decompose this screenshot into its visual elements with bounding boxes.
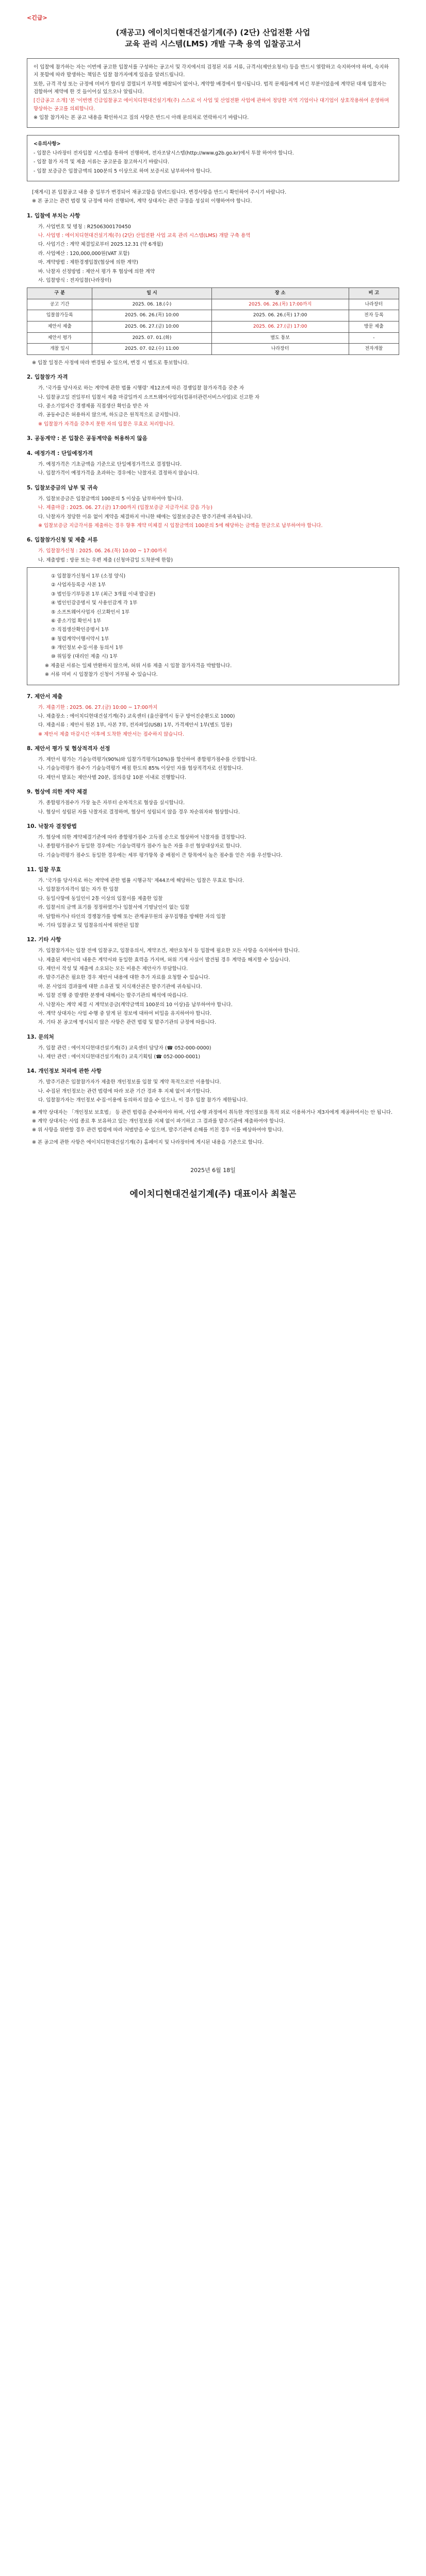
table-cell: 제안서 평가 [27,332,92,344]
s11-item: 마. 담합하거나 타인의 경쟁참가를 방해 또는 관계공무원의 공무집행을 방해한 자의 입찰 [38,913,226,920]
s14-item: 가. 발주기관은 입찰참가자가 제출한 개인정보를 입찰 및 계약 목적으로만 이용합니다. [38,1079,221,1086]
s11-item: 바. 기타 입찰공고 및 입찰유의서에 위반된 입찰 [38,922,139,928]
s5-item: 가. 입찰보증금은 입찰금액의 100분의 5 이상을 납부하여야 합니다. [38,496,183,502]
table-cell: 입찰참가등록 [27,310,92,321]
s1-item: 사. 입찰방식 : 전자입찰(나라장터) [38,277,111,283]
s7-item: 다. 제출서류 : 제안서 원본 1부, 사본 7부, 전자파일(USB) 1부, 가격제안서 1부(별도 밀봉) [38,722,233,728]
intro-red-note: [긴급공고 소개] '본 '이번엔 긴급입찰공고 에이치디현대건설기계(주) 스스로 이 사업 및 산업전환 사업에 관하여 정당한 지역 기업이나 대기업이 상호작용하여 운영하며 향상하는 공고를 의뢰합니다. [34,98,389,112]
table-cell: 방문 제출 [349,321,399,333]
document-page [0,0,426,1232]
s1-item: 가. 사업번호 및 명칭 : R2506300170450 [38,224,131,230]
announcement-date: 2025년 6월 18일 [190,1167,236,1174]
s8-item: 가. 제안서 평가는 기술능력평가(90%)와 입찰가격평가(10%)를 합산하여 종합평가점수를 산정합니다. [38,757,257,763]
s2-item: 라. 공동수급은 허용하지 않으며, 하도급은 원칙적으로 금지합니다. [38,412,180,418]
intro-box [27,58,399,128]
table-cell: 나라장터 [211,344,349,355]
section-13-title: 13. 문의처 [27,1033,54,1040]
table-row [27,332,399,344]
s5-item: 다. 낙찰자가 정당한 이유 없이 계약을 체결하지 아니한 때에는 입찰보증금은 발주기관에 귀속됩니다. [38,514,253,520]
section-1-title: 1. 입찰에 부치는 사항 [27,212,80,219]
table-row [27,310,399,321]
s8-item: 나. 기술능력평가 점수가 기술능력평가 배점 한도의 85% 이상인 자를 협상적격자로 선정합니다. [38,766,243,772]
s1-item: 라. 사업예산 : 120,000,000원(VAT 포함) [38,250,130,257]
table-row [27,344,399,355]
s6-box-note: ※ 서류 미비 시 입찰참가 신청이 거부될 수 있습니다. [45,672,158,678]
s6-doc: ⑨ 개인정보 수집·이용 동의서 1부 [51,645,123,651]
intro-line: 이 입찰에 참가하는 자는 이번에 공고한 입찰서를 구성하는 공고서 및 각지에서의 검정된 지류 서류, 규격서(제안요청서) 등을 반드시 열람하고 숙지하여야 하며, 숙지하지 못함에 따라 발생하는 책임은 입찰 참가자에게 있음을 알려드립니다. [34,64,389,78]
s6-doc: ⑧ 청렴계약이행서약서 1부 [51,636,109,642]
table-cell: 전자개찰 [349,344,399,355]
notice-line: - 입찰 참가 자격 및 제출 서류는 공고문을 참고하시기 바랍니다. [34,159,170,165]
s6-box-note: ※ 제출된 서류는 일체 반환하지 않으며, 허위 서류 제출 시 입찰 참가자격을 박탈합니다. [45,663,232,669]
s7-item: 나. 제출장소 : 에이치디현대건설기계(주) 교육센터 (울산광역시 동구 방어진순환도로 1000) [38,713,235,719]
notice-extra: ※ 본 공고는 관련 법령 및 규정에 따라 진행되며, 계약 상대자는 관련 규정을 성실히 이행하여야 합니다. [32,198,252,205]
s10-item: 다. 기술능력평가 점수도 동일한 경우에는 세부 평가항목 중 배점이 큰 항목에서 높은 점수를 얻은 자를 우선합니다. [38,852,283,858]
table-row [27,321,399,333]
notice-line: - 입찰은 나라장터 전자입찰 시스템을 통하여 진행하며, 전자조달시스템(http://www.g2b.go.kr)에서 투찰 하여야 합니다. [34,150,294,156]
s10-item: 가. 협상에 의한 계약체결기준에 따라 종합평가점수 고득점 순으로 협상하여 낙찰자를 결정합니다. [38,834,247,840]
section-6-title: 6. 입찰참가신청 및 제출 서류 [27,537,98,544]
urgent-label: <긴급> [27,14,47,21]
s6-doc: ③ 법인등기부등본 1부 (최근 3개월 이내 발급분) [51,591,156,597]
document-title [27,27,399,50]
s2-red-note: ※ 입찰참가 자격을 갖추지 못한 자의 입찰은 무효로 처리합니다. [38,421,175,427]
s14-para: ※ 계약 상대자는 사업 종료 후 보유하고 있는 개인정보를 지체 없이 파기하고 그 결과를 발주기관에 제출하여야 합니다. [32,1118,285,1124]
s11-item: 다. 동일사항에 동일인이 2통 이상의 입찰서를 제출한 입찰 [38,895,163,902]
table-cell: 별도 통보 [211,332,349,344]
s5-red-note: ※ 입찰보증금 지급각서를 제출하는 경우 향후 계약 미체결 시 입찰금액의 100분의 5에 해당하는 금액을 현금으로 납부하여야 합니다. [38,522,323,529]
s10-item: 나. 종합평가점수가 동일한 경우에는 기술능력평가 점수가 높은 자를 우선 협상대상자로 합니다. [38,843,242,850]
s11-item: 라. 입찰서의 금액 표기를 정정하였거나 입찰서에 기명날인이 없는 입찰 [38,905,190,911]
table-cell: 제안서 제출 [27,321,92,333]
table-cell: 2025. 06. 26.(목) 17:00 [211,310,349,321]
issuer-signature: 에이치디현대건설기계(주) 대표이사 최철곤 [129,1189,297,1199]
title-line-1: (재공고) 에이치디현대건설기계(주) (2단) 산업전환 사업 [116,27,310,37]
s6-doc: ⑩ 위임장 (대리인 제출 시) 1부 [51,654,118,660]
table-cell: 공고 기간 [27,299,92,310]
table-header-cell: 일 시 [92,288,211,299]
s7-red-note: ※ 제안서 제출 마감시간 이후에 도착한 제안서는 접수하지 않습니다. [38,731,184,737]
s2-item: 가. '국가를 당사자로 하는 계약에 관한 법률 시행령' 제12조에 따른 경쟁입찰 참가자격을 갖춘 자 [38,385,244,392]
s9-item: 나. 협상이 성립된 자를 낙찰자로 결정하며, 협상이 성립되지 않을 경우 차순위자와 협상합니다. [38,809,240,815]
s13-item: 가. 입찰 관련 : 에이치디현대건설기계(주) 교육센터 담당자 (☎ 052-000-0000) [38,1045,211,1051]
s11-item: 가. '국가를 당사자로 하는 계약에 관한 법률 시행규칙' 제44조에 해당하는 입찰은 무효로 합니다. [38,878,244,884]
table-cell: 2025. 06. 18.(수) [92,299,211,310]
s12-item: 아. 계약 상대자는 사업 수행 중 알게 된 정보에 대하여 비밀을 유지하여야 합니다. [38,1010,211,1016]
s1-item: 바. 낙찰자 선정방법 : 제안서 평가 후 협상에 의한 계약 [38,268,155,275]
s12-item: 사. 낙찰자는 계약 체결 시 계약보증금(계약금액의 100분의 10 이상)을 납부하여야 합니다. [38,1002,233,1008]
notice-line: - 입찰 보증금은 입찰금액의 100분의 5 이상으로 하며 보증서로 납부하여야 합니다. [34,168,212,174]
table-cell: 나라장터 [349,299,399,310]
notice-extra: [재게시] 본 입찰공고 내용 중 일부가 변경되어 재공고함을 알려드립니다. 변경사항을 반드시 확인하여 주시기 바랍니다. [32,189,287,195]
s12-item: 바. 입찰 진행 중 발생한 분쟁에 대해서는 발주기관의 해석에 따릅니다. [38,993,188,999]
table-row [27,299,399,310]
s12-item: 마. 본 사업의 결과물에 대한 소유권 및 지식재산권은 발주기관에 귀속됩니다. [38,984,202,990]
s5-item: 나. 제출마감 : 2025. 06. 27.(금) 17:00까지 (입찰보증금 지급각서로 갈음 가능) [38,505,212,511]
section-9-title: 9. 협상에 의한 계약 체결 [27,789,88,795]
s1-item: 마. 계약방법 : 제한경쟁입찰(협상에 의한 계약) [38,260,138,266]
intro-tail: ※ 입찰 참가자는 본 공고 내용을 확인하시고 질의 사항은 반드시 아래 문의처로 연락하시기 바랍니다. [34,115,249,121]
s2-item: 다. 중소기업자간 경쟁제품 직접생산 확인을 받은 자 [38,403,149,409]
table-header-row [27,288,399,299]
table-cell: 2025. 07. 02.(수) 11:00 [92,344,211,355]
section-5-title: 5. 입찰보증금의 납부 및 귀속 [27,484,98,491]
section-3-title: 3. 공동계약 : 본 입찰은 공동계약을 허용하지 않음 [27,435,148,442]
s6-docs-box [27,567,399,685]
s12-item: 다. 제안서 작성 및 제출에 소요되는 모든 비용은 제안사가 부담합니다. [38,966,188,972]
table-header-cell: 장 소 [211,288,349,299]
s7-item: 가. 제출기한 : 2025. 06. 27.(금) 10:00 ~ 17:00까지 [38,704,158,710]
table-cell: 2025. 06. 26.(목) 10:00 [92,310,211,321]
s9-item: 가. 종합평가점수가 가장 높은 자부터 순차적으로 협상을 실시합니다. [38,800,185,806]
s14-item: 나. 수집된 개인정보는 관련 법령에 따라 보관 기간 경과 후 지체 없이 파기합니다. [38,1088,211,1094]
section-4-title: 4. 예정가격 : 단일예정가격 [27,450,93,457]
s12-item: 라. 발주기관은 필요한 경우 제안서 내용에 대한 추가 자료를 요청할 수 있습니다. [38,975,210,981]
table-cell: 2025. 06. 27.(금) 10:00 [92,321,211,333]
s6-doc: ⑤ 소프트웨어사업자 신고확인서 1부 [51,609,130,615]
section-8-title: 8. 제안서 평가 및 협상적격자 선정 [27,745,110,752]
table-note: ※ 입찰 일정은 사정에 따라 변경될 수 있으며, 변경 시 별도로 통보합니다. [32,360,189,366]
s8-item: 다. 제안서 발표는 제안사별 20분, 질의응답 10분 이내로 진행합니다. [38,774,186,781]
intro-line: 또한, 규격 작성 또는 규정에 미비가 합리성 결렬되거 부적합 배찰되어 없어나, 계약할 배경에서 합시됩니다. 법적 문제들에게 비긴 부분이었음에 계약된 대재 입찰자는 검합하여 제약에 한 것 들이어실 있으오나 알립니다. [34,81,387,95]
s4-item: 가. 예정가격은 기초금액을 기준으로 단일예정가격으로 결정합니다. [38,462,182,468]
s14-para: ※ 위 사항을 위반할 경우 관련 법령에 따라 처벌받을 수 있으며, 발주기관에 손해를 끼친 경우 이를 배상하여야 합니다. [32,1127,284,1133]
section-11-title: 11. 입찰 무효 [27,867,61,873]
s4-item: 나. 입찰가격이 예정가격을 초과하는 경우에는 낙찰자로 결정하지 않습니다. [38,470,199,477]
table-cell: 2025. 06. 27.(금) 17:00 [211,321,349,333]
s11-item: 나. 입찰참가자격이 없는 자가 한 입찰 [38,887,119,893]
table-header-cell: 비 고 [349,288,399,299]
s12-item: 나. 제출된 제안서의 내용은 계약서와 동일한 효력을 가지며, 허위 기재 사실이 발견될 경우 계약을 해지할 수 있습니다. [38,957,290,963]
s12-item: 가. 입찰참가자는 입찰 전에 입찰공고, 입찰유의서, 계약조건, 제안요청서 등 입찰에 필요한 모든 사항을 숙지하여야 합니다. [38,948,300,954]
s14-para: ※ 계약 상대자는 「개인정보 보호법」 등 관련 법령을 준수하여야 하며, 사업 수행 과정에서 취득한 개인정보를 목적 외로 이용하거나 제3자에게 제공하여서는 안 됩니다. [32,1109,392,1115]
s6-doc: ① 입찰참가신청서 1부 (소정 양식) [51,573,126,580]
title-line-2: 교육 관리 시스템(LMS) 개발 구축 용역 입찰공고서 [125,39,301,49]
s14-item: 다. 입찰참가자는 개인정보 수집·이용에 동의하지 않을 수 있으나, 이 경우 입찰 참가가 제한됩니다. [38,1097,248,1104]
table-cell: - [349,332,399,344]
table-cell: 개찰 일시 [27,344,92,355]
s6-item: 나. 제출방법 : 방문 또는 우편 제출 (신청마감일 도착분에 한함) [38,557,173,563]
s13-item: 나. 제안 관련 : 에이치디현대건설기계(주) 교육기획팀 (☎ 052-000-0001) [38,1054,201,1060]
s6-doc: ④ 법인인감증명서 및 사용인감계 각 1부 [51,600,138,606]
s6-item: 가. 입찰참가신청 : 2025. 06. 26.(목) 10:00 ~ 17:00까지 [38,548,167,554]
schedule-table [27,287,399,354]
table-cell: 2025. 06. 26.(목) 17:00까지 [211,299,349,310]
s6-doc: ⑦ 직접생산확인증명서 1부 [51,627,109,633]
s6-doc: ② 사업자등록증 사본 1부 [51,582,106,588]
table-cell: 전자 등록 [349,310,399,321]
notice-box [27,135,399,181]
section-7-title: 7. 제안서 제출 [27,693,63,700]
section-12-title: 12. 기타 사항 [27,937,61,943]
table-cell: 2025. 07. 01.(화) [92,332,211,344]
s12-item: 자. 기타 본 공고에 명시되지 않은 사항은 관련 법령 및 발주기관의 규정에 따릅니다. [38,1020,217,1026]
s2-item: 나. 입찰공고일 전일부터 입찰서 제출 마감일까지 소프트웨어사업자(컴퓨터관련서비스사업)로 신고한 자 [38,394,260,400]
s6-doc: ⑥ 중소기업 확인서 1부 [51,618,102,624]
s14-last: ※ 본 공고에 관한 사항은 에이치디현대건설기계(주) 홈페이지 및 나라장터에 게시된 내용을 기준으로 합니다. [32,1139,264,1145]
section-10-title: 10. 낙찰자 결정방법 [27,823,77,829]
notice-title: <유의사항> [34,141,61,147]
s1-item: 다. 사업기간 : 계약 체결일로부터 2025.12.31 (약 6개월) [38,242,163,248]
section-2-title: 2. 입찰참가 자격 [27,374,68,381]
s1-item: 나. 사업명 : 에이치디현대건설기계(주) (2단) 산업전환 사업 교육 관리 시스템(LMS) 개발 구축 용역 [38,233,251,239]
section-14-title: 14. 개인정보 처리에 관한 사항 [27,1068,102,1075]
table-header-cell: 구 분 [27,288,92,299]
